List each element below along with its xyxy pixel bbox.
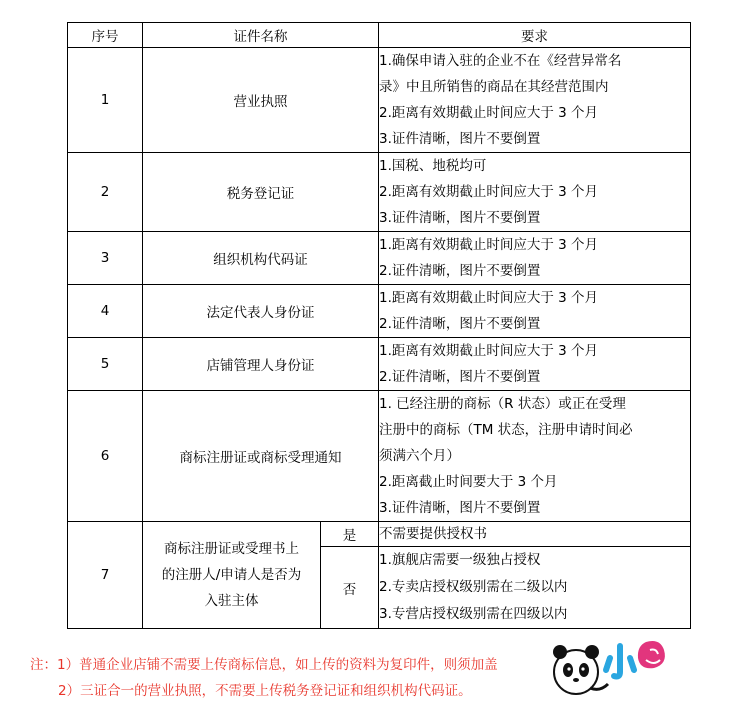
requirement-line: 3.证件清晰，图片不要倒置 (379, 210, 541, 226)
watermark-logo (550, 636, 740, 700)
row-number: 4 (68, 285, 143, 338)
row-number: 6 (68, 391, 143, 522)
requirement-line: 3.证件清晰，图片不要倒置 (379, 131, 541, 147)
document-name: 店铺管理人身份证 (143, 338, 379, 391)
table-row (68, 522, 691, 547)
requirement-cell (379, 153, 691, 232)
requirement-line: 2.证件清晰，图片不要倒置 (379, 369, 541, 385)
requirement-line: 1.国税、地税均可 (379, 158, 487, 174)
table-row (68, 48, 691, 153)
table-row (68, 338, 691, 391)
requirement-line: 1. 已经注册的商标（R 状态）或正在受理 (379, 396, 626, 412)
row-number: 1 (68, 48, 143, 153)
row-number: 7 (68, 522, 143, 629)
requirement-cell (379, 522, 691, 547)
requirement-line: 3.专营店授权级别需在四级以内 (379, 606, 568, 622)
header-row (68, 23, 691, 48)
panda-logo-icon (550, 636, 740, 700)
table-row (68, 153, 691, 232)
note-line-2: 2）三证合一的营业执照，不需要上传税务登记证和组织机构代码证。 (58, 683, 472, 699)
row-number: 5 (68, 338, 143, 391)
row-number: 2 (68, 153, 143, 232)
requirement-cell (379, 232, 691, 285)
header-no: 序号 (68, 23, 143, 48)
requirement-cell (379, 547, 691, 629)
row-number: 3 (68, 232, 143, 285)
table-row (68, 232, 691, 285)
requirement-line: 1.旗舰店需要一级独占授权 (379, 552, 541, 568)
header-req: 要求 (379, 23, 691, 48)
requirement-line: 2.距离有效期截止时间应大于 3 个月 (379, 184, 599, 200)
document-name: 商标注册证或商标受理通知 (143, 391, 379, 522)
yes-label: 是 (321, 522, 379, 547)
notes (30, 652, 498, 704)
requirement-line: 2.距离有效期截止时间应大于 3 个月 (379, 105, 599, 121)
table-row (68, 391, 691, 522)
requirement-line: 2.证件清晰，图片不要倒置 (379, 316, 541, 332)
requirement-line: 注册中的商标（TM 状态，注册申请时间必 (379, 422, 633, 438)
requirement-line: 1.距离有效期截止时间应大于 3 个月 (379, 343, 599, 359)
document-name: 税务登记证 (143, 153, 379, 232)
no-label: 否 (321, 547, 379, 629)
requirement-line: 2.证件清晰，图片不要倒置 (379, 263, 541, 279)
requirement-cell (379, 338, 691, 391)
requirement-line: 1.距离有效期截止时间应大于 3 个月 (379, 237, 599, 253)
requirement-cell (379, 285, 691, 338)
requirement-line: 须满六个月） (379, 448, 460, 464)
requirement-line: 2.距离截止时间要大于 3 个月 (379, 474, 558, 490)
document-name: 营业执照 (143, 48, 379, 153)
document-name: 组织机构代码证 (143, 232, 379, 285)
requirement-line: 不需要提供授权书 (379, 526, 487, 542)
requirement-cell (379, 48, 691, 153)
requirement-line: 2.专卖店授权级别需在二级以内 (379, 579, 568, 595)
note-line-1: 注：1）普通企业店铺不需要上传商标信息，如上传的资料为复印件，则须加盖 (30, 657, 498, 673)
requirement-line: 1.距离有效期截止时间应大于 3 个月 (379, 290, 599, 306)
table-row (68, 285, 691, 338)
requirement-line: 录》中且所销售的商品在其经营范围内 (379, 79, 609, 95)
document-name-question (143, 522, 321, 629)
requirements-table (67, 22, 691, 629)
requirement-line: 1.确保申请入驻的企业不在《经营异常名 (379, 53, 622, 69)
requirement-cell (379, 391, 691, 522)
question-line: 入驻主体 (204, 593, 259, 609)
document-name: 法定代表人身份证 (143, 285, 379, 338)
question-line: 商标注册证或受理书上 (164, 541, 299, 557)
header-name: 证件名称 (143, 23, 379, 48)
question-line: 的注册人/申请人是否为 (161, 567, 302, 583)
requirement-line: 3.证件清晰，图片不要倒置 (379, 500, 541, 516)
